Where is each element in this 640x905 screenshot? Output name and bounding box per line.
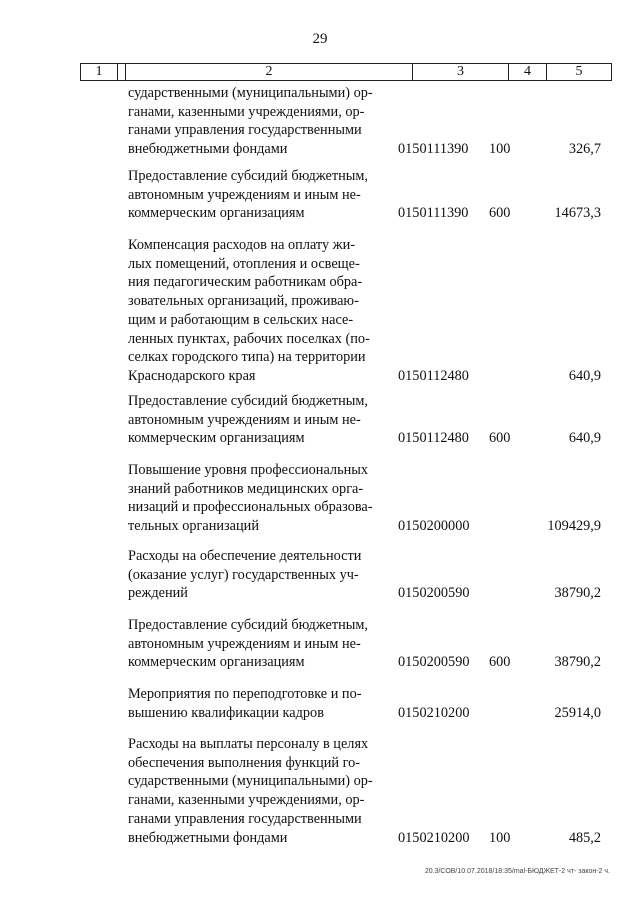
row-code: 0150111390 xyxy=(398,141,469,158)
row-description xyxy=(128,616,390,672)
row-amount: 25914,0 xyxy=(554,704,601,721)
description-line: ния педагогическим работникам обра- xyxy=(128,274,363,291)
page-number: 29 xyxy=(312,31,328,47)
row-amount: 109429,9 xyxy=(547,518,601,535)
description-line: вышению квалификации кадров xyxy=(128,704,324,721)
header-col-5: 5 xyxy=(575,64,583,79)
row-expense-type: 600 xyxy=(489,205,511,222)
row-description xyxy=(128,461,390,536)
row-amount: 14673,3 xyxy=(554,205,601,222)
description-line: селках городского типа) на территории xyxy=(128,349,366,366)
description-line: зовательных организаций, проживаю- xyxy=(128,293,359,310)
header-col-3: 3 xyxy=(413,64,509,80)
description-line: обеспечения выполнения функций го- xyxy=(128,754,361,771)
description-line: Повышение уровня профессиональных xyxy=(128,462,368,478)
description-line: Мероприятия по переподготовке и по- xyxy=(128,686,362,702)
header-gap xyxy=(118,64,126,80)
row-description xyxy=(128,167,390,223)
description-line: лых помещений, отопления и освеще- xyxy=(128,255,360,272)
description-line: сударственными (муниципальными) ор- xyxy=(128,85,373,101)
description-line: внебюджетными фондами xyxy=(128,141,288,158)
row-code: 0150111390 xyxy=(398,205,469,222)
description-line: Расходы на обеспечение деятельности xyxy=(128,548,362,564)
description-line: сударственными (муниципальными) ор- xyxy=(128,773,373,790)
description-line: автономным учреждениям и иным не- xyxy=(128,411,361,428)
table-row xyxy=(128,616,612,672)
description-line: автономным учреждениям и иным не- xyxy=(128,186,361,203)
row-code: 0150200000 xyxy=(398,518,470,535)
row-amount: 640,9 xyxy=(568,367,601,384)
header-col-2: 2 xyxy=(126,64,413,80)
row-description xyxy=(128,685,390,722)
row-amount: 485,2 xyxy=(568,829,601,846)
description-line: ганами, казенными учреждениями, ор- xyxy=(128,792,365,809)
footer-stamp: 20.3/СОВ/10.07.2018/18:35/mal-БЮДЖЕТ-2 чт- закон-2 ч. xyxy=(424,868,610,875)
description-line: Краснодарского края xyxy=(128,367,256,384)
row-code: 0150200590 xyxy=(398,654,470,671)
description-line: внебюджетными фондами xyxy=(128,829,288,846)
row-code: 0150112480 xyxy=(398,430,469,447)
description-line: Предоставление субсидий бюджетным, xyxy=(128,168,368,184)
row-description xyxy=(128,236,390,386)
table-row xyxy=(128,461,612,536)
description-line: (оказание услуг) государственных уч- xyxy=(128,566,359,583)
description-line: реждений xyxy=(128,585,188,602)
row-amount: 640,9 xyxy=(568,430,601,447)
row-description xyxy=(128,547,390,603)
table-row xyxy=(128,392,612,448)
description-line: знаний работников медицинских орга- xyxy=(128,480,364,497)
description-line: Предоставление субсидий бюджетным, xyxy=(128,393,368,409)
row-amount: 38790,2 xyxy=(554,585,601,602)
table-row xyxy=(128,547,612,603)
description-line: коммерческим организациям xyxy=(128,430,305,447)
description-line: Компенсация расходов на оплату жи- xyxy=(128,237,356,253)
table-header xyxy=(80,63,612,81)
description-line: ганами управления государственными xyxy=(128,122,362,139)
row-amount: 38790,2 xyxy=(554,654,601,671)
row-description xyxy=(128,84,390,159)
table-row xyxy=(128,735,612,847)
row-description xyxy=(128,392,390,448)
row-amount: 326,7 xyxy=(568,141,601,158)
table-row xyxy=(128,84,612,159)
row-expense-type: 100 xyxy=(489,141,511,158)
description-line: Предоставление субсидий бюджетным, xyxy=(128,617,368,633)
description-line: коммерческим организациям xyxy=(128,654,305,671)
table-row xyxy=(128,236,612,386)
description-line: коммерческим организациям xyxy=(128,205,305,222)
description-line: щим и работающим в сельских насе- xyxy=(128,311,354,328)
row-description xyxy=(128,735,390,847)
description-line: Расходы на выплаты персоналу в целях xyxy=(128,736,369,752)
description-line: ленных пунктах, рабочих поселках (по- xyxy=(128,330,370,347)
row-expense-type: 100 xyxy=(489,829,511,846)
row-expense-type: 600 xyxy=(489,430,511,447)
row-code: 0150210200 xyxy=(398,704,470,721)
description-line: тельных организаций xyxy=(128,518,259,535)
row-code: 0150200590 xyxy=(398,585,470,602)
table-row xyxy=(128,167,612,223)
row-code: 0150112480 xyxy=(398,367,469,384)
header-col-1: 1 xyxy=(81,64,118,80)
description-line: низаций и профессиональных образова- xyxy=(128,499,373,516)
description-line: автономным учреждениям и иным не- xyxy=(128,635,361,652)
row-code: 0150210200 xyxy=(398,829,470,846)
table-row xyxy=(128,685,612,722)
row-expense-type: 600 xyxy=(489,654,511,671)
description-line: ганами управления государственными xyxy=(128,810,362,827)
header-col-4: 4 xyxy=(509,64,547,80)
description-line: ганами, казенными учреждениями, ор- xyxy=(128,103,365,120)
